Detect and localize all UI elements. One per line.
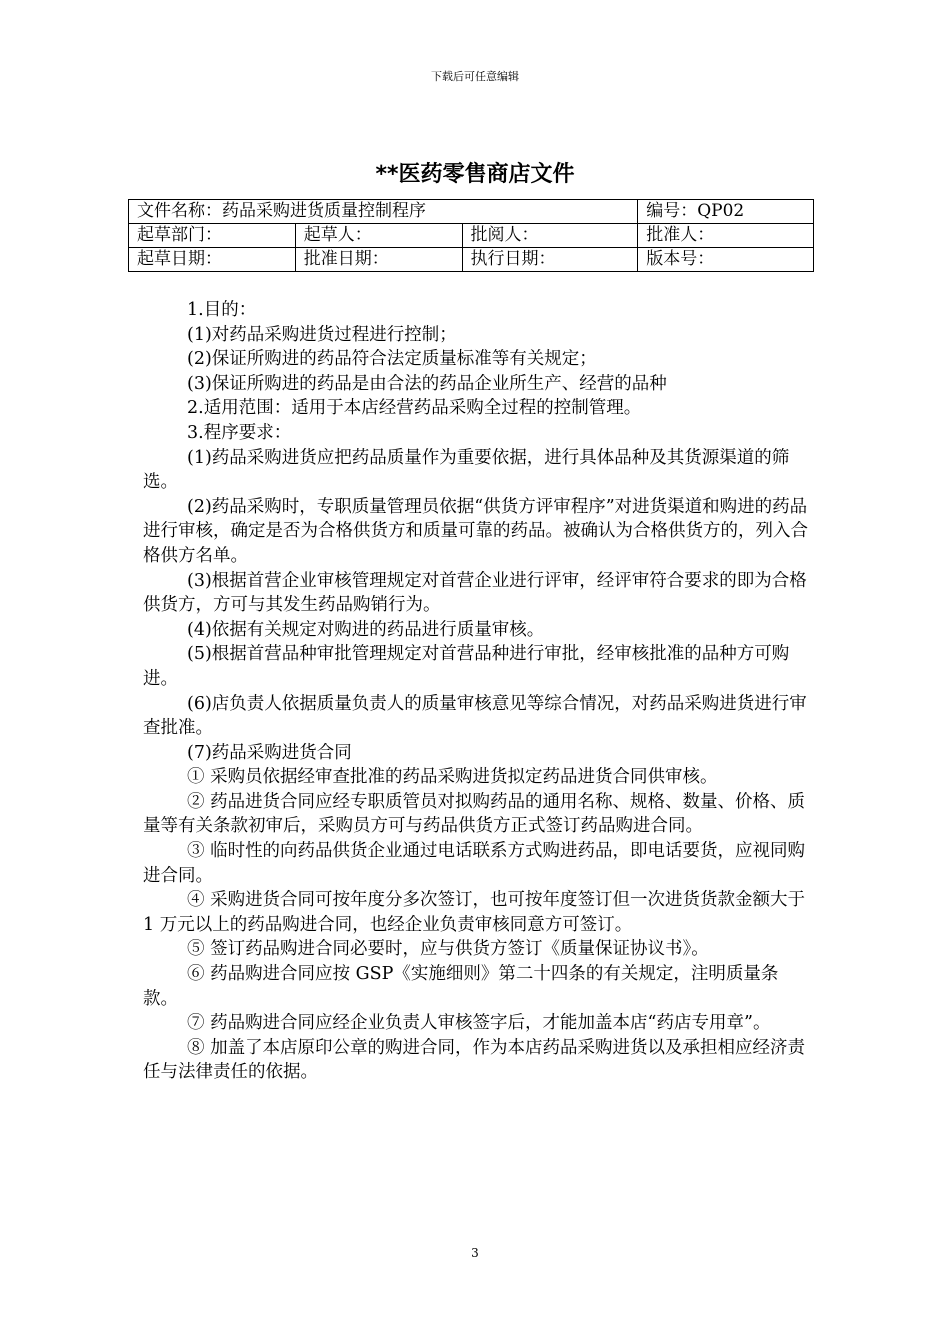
draft-date-cell: 起草日期： — [129, 248, 296, 272]
approver-cell: 批准人： — [638, 224, 814, 248]
contract-clause-3: ③ 临时性的向药品供货企业通过电话联系方式购进药品，即电话要货，应视同购进合同。 — [143, 841, 806, 886]
purpose-item-3: (3)保证所购进的药品是由合法的药品企业所生产、经营的品种 — [187, 373, 667, 394]
section-purpose-heading: 1.目的： — [187, 300, 257, 320]
meta-row-authors — [129, 224, 814, 248]
approval-date-cell: 批准日期： — [295, 248, 462, 272]
section-procedure-heading: 3.程序要求： — [187, 422, 292, 443]
contract-clause-5: ⑤ 签订药品购进合同必要时，应与供货方签订《质量保证协议书》。 — [187, 939, 709, 960]
procedure-item-3: (3)根据首营企业审核管理规定对首营企业进行评审，经评审符合要求的即为合格供货方，方可与其发生药品购销行为。 — [143, 570, 807, 616]
document-body — [143, 298, 813, 1085]
contract-clause-2: ② 药品进货合同应经专职质管员对拟购药品的通用名称、规格、数量、价格、质量等有关条款初审后，采购员方可与药品供货方正式签订药品购进合同。 — [143, 791, 806, 837]
procedure-item-7: (7)药品采购进货合同 — [187, 742, 352, 763]
procedure-item-1: (1)药品采购进货应把药品质量作为重要依据，进行具体品种及其货源渠道的筛选。 — [143, 447, 790, 493]
contract-clause-8: ⑧ 加盖了本店原印公章的购进合同，作为本店药品采购进货以及承担相应经济责任与法律责任的依据。 — [143, 1037, 806, 1083]
contract-clause-6: ⑥ 药品购进合同应按 GSP《实施细则》第二十四条的有关规定，注明质量条款。 — [143, 964, 779, 1009]
doc-number-cell: 编号：QP02 — [638, 200, 814, 224]
effective-date-cell: 执行日期： — [462, 248, 638, 272]
meta-row-name — [129, 200, 814, 224]
section-scope: 2.适用范围：适用于本店经营药品采购全过程的控制管理。 — [187, 398, 642, 419]
header-note: 下载后可任意编辑 — [431, 70, 519, 83]
version-cell: 版本号： — [638, 248, 814, 272]
reviewer-cell: 批阅人： — [462, 224, 638, 248]
draft-dept-cell: 起草部门： — [129, 224, 296, 248]
document-meta-table — [128, 199, 814, 272]
contract-clause-1: ① 采购员依据经审查批准的药品采购进货拟定药品进货合同供审核。 — [187, 767, 718, 788]
procedure-item-4: (4)依据有关规定对购进的药品进行质量审核。 — [187, 619, 545, 640]
doc-name-cell: 文件名称：药品采购进货质量控制程序 — [129, 200, 638, 224]
meta-row-dates — [129, 248, 814, 272]
procedure-item-6: (6)店负责人依据质量负责人的质量审核意见等综合情况，对药品采购进货进行审查批准。 — [143, 693, 807, 739]
purpose-item-1: (1)对药品采购进货过程进行控制； — [187, 324, 457, 345]
procedure-item-2: (2)药品采购时，专职质量管理员依据“供货方评审程序”对进货渠道和购进的药品进行审核，确定是否为合格供货方和质量可靠的药品。被确认为合格供货方的，列入合格供方名单。 — [143, 496, 808, 566]
contract-clause-7: ⑦ 药品购进合同应经企业负责人审核签字后，才能加盖本店“药店专用章”。 — [187, 1013, 771, 1034]
procedure-item-5: (5)根据首营品种审批管理规定对首营品种进行审批，经审核批准的品种方可购进。 — [143, 644, 790, 689]
drafter-cell: 起草人： — [295, 224, 462, 248]
page-number: 3 — [471, 1246, 479, 1260]
document-title: **医药零售商店文件 — [375, 162, 575, 187]
contract-clause-4: ④ 采购进货合同可按年度分多次签订，也可按年度签订但一次进货货款金额大于 1 万元以上的药品购进合同，也经企业负责审核同意方可签订。 — [143, 890, 806, 935]
purpose-item-2: (2)保证所购进的药品符合法定质量标准等有关规定； — [187, 349, 597, 370]
